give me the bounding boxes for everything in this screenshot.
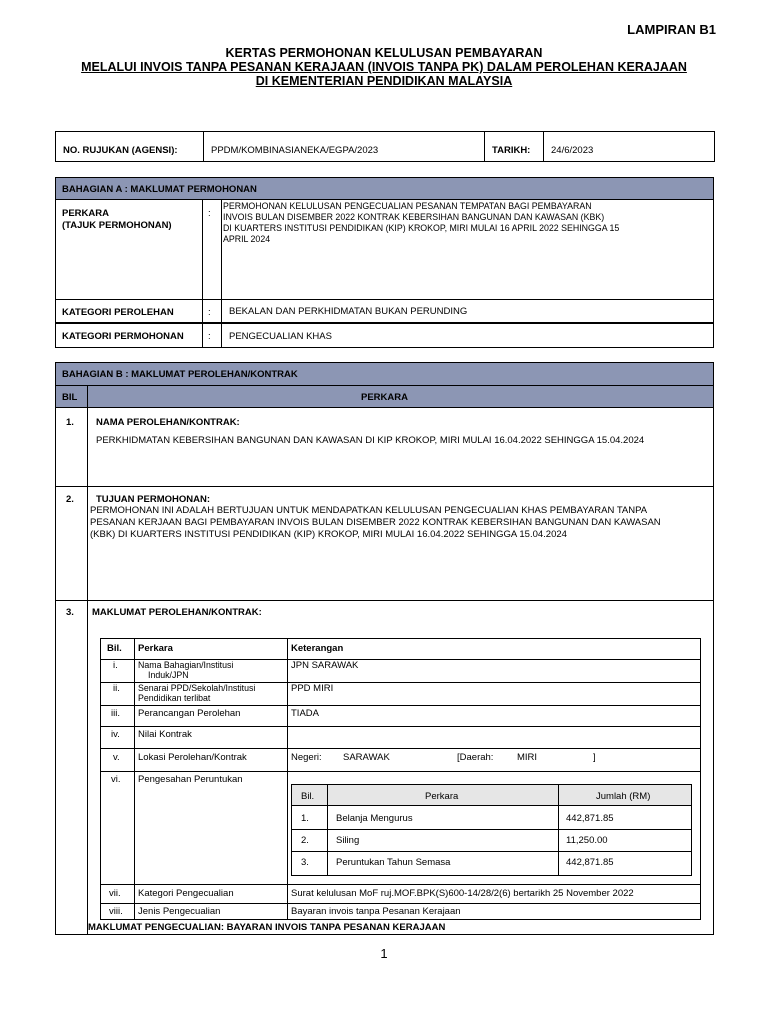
budget-row-1-number: 1. <box>301 813 309 824</box>
pengecualian-note: MAKLUMAT PENGECUALIAN: BAYARAN INVOIS TANPA PESANAN KERAJAAN <box>88 922 446 933</box>
item-2-number: 2. <box>66 494 74 505</box>
row-iv-perkara: Nilai Kontrak <box>138 729 192 740</box>
section-b-header <box>56 363 713 386</box>
row-v-perkara: Lokasi Perolehan/Kontrak <box>138 752 247 763</box>
date-value: 24/6/2023 <box>551 145 594 156</box>
date-label: TARIKH: <box>492 145 531 156</box>
row-ii-perkara: Senarai PPD/Sekolah/Institusi <box>138 683 256 693</box>
daerah-value: MIRI <box>517 752 538 763</box>
inner-header-perkara: Perkara <box>138 643 173 654</box>
perkara-text-line-3: DI KUARTERS INSTITUSI PENDIDIKAN (KIP) KROKOP, MIRI MULAI 16 APRIL 2022 SEHINGGA 15 <box>223 223 620 233</box>
row-vii-keterangan: Surat kelulusan MoF ruj.MOF.BPK(S)600-14/28/2(6) bertarikh 25 November 2022 <box>291 888 634 899</box>
budget-row-1-jumlah: 442,871.85 <box>566 813 614 824</box>
row-iii-number: iii. <box>111 708 120 719</box>
row-i-number: i. <box>113 660 118 671</box>
column-bil: BIL <box>62 392 78 403</box>
item-1-text: PERKHIDMATAN KEBERSIHAN BANGUNAN DAN KAWASAN DI KIP KROKOP, MIRI MULAI 16.04.2022 SEHINGGA 15.04.2024 <box>96 435 645 446</box>
budget-row-1-perkara: Belanja Mengurus <box>336 813 413 824</box>
section-a-header <box>55 177 714 200</box>
item-1-number: 1. <box>66 417 74 428</box>
budget-header-perkara: Perkara <box>425 791 459 802</box>
page-title-line-1: KERTAS PERMOHONAN KELULUSAN PEMBAYARAN <box>225 46 543 60</box>
section-b-column-header <box>56 386 713 408</box>
row-vi-number: vi. <box>111 774 121 785</box>
item-2-text-line-3: (KBK) DI KUARTERS INSTITUSI PENDIDIKAN (KIP) KROKOP, MIRI MULAI 16.04.2022 SEHINGGA 15.04.2024 <box>90 529 567 540</box>
section-a-perkara-row <box>55 199 714 300</box>
item-3-title: MAKLUMAT PEROLEHAN/KONTRAK: <box>92 607 262 618</box>
lampiran-label: LAMPIRAN B1 <box>627 22 716 37</box>
item-2-title: TUJUAN PERMOHONAN: <box>96 494 210 505</box>
row-iii-perkara: Perancangan Perolehan <box>138 708 241 719</box>
row-viii-number: viii. <box>109 906 123 917</box>
row-vii-number: vii. <box>109 888 121 899</box>
row-vii-perkara: Kategori Pengecualian <box>138 888 234 899</box>
negeri-value: SARAWAK <box>343 752 390 763</box>
column-perkara: PERKARA <box>361 392 408 403</box>
section-b-table <box>55 362 714 935</box>
row-i-perkara: Nama Bahagian/Institusi <box>138 660 234 670</box>
perkara-text-line-4: APRIL 2024 <box>223 234 271 244</box>
budget-header-bil: Bil. <box>301 791 315 802</box>
contract-details-table <box>100 638 701 920</box>
page-number: 1 <box>380 946 388 961</box>
kategori-perolehan-label: KATEGORI PEROLEHAN <box>62 307 174 318</box>
page-title-line-3: DI KEMENTERIAN PENDIDIKAN MALAYSIA <box>255 74 513 88</box>
row-ii-perkara-cont: Pendidikan terlibat <box>138 693 211 703</box>
kategori-permohonan-label: KATEGORI PERMOHONAN <box>62 331 184 342</box>
perkara-sublabel: (TAJUK PERMOHONAN) <box>62 220 172 231</box>
item-2-text-line-2: PESANAN KERJAAN BAGI PEMBAYARAN INVOIS BULAN DISEMBER 2022 KONTRAK KEBERSIHAN BANGUNAN DAN KAWASAN <box>90 517 661 528</box>
daerah-close: ] <box>593 752 596 763</box>
inner-header-keterangan: Keterangan <box>291 643 344 654</box>
budget-header-jumlah: Jumlah (RM) <box>596 791 651 802</box>
row-ii-number: ii. <box>113 683 120 694</box>
item-1-title: NAMA PEROLEHAN/KONTRAK: <box>96 417 240 428</box>
row-viii-perkara: Jenis Pengecualian <box>138 906 221 917</box>
budget-row-2-perkara: Siling <box>336 835 360 846</box>
kategori-perolehan-row <box>55 299 714 323</box>
row-v-number: v. <box>113 752 120 763</box>
budget-row-3-jumlah: 442,871.85 <box>566 857 614 868</box>
budget-row-2-jumlah: 11,250.00 <box>566 835 608 846</box>
row-iv-number: iv. <box>111 729 120 740</box>
kategori-permohonan-colon: : <box>208 331 211 342</box>
kategori-perolehan-value: BEKALAN DAN PERKHIDMATAN BUKAN PERUNDING <box>229 306 468 317</box>
kategori-permohonan-value: PENGECUALIAN KHAS <box>229 331 332 342</box>
negeri-label: Negeri: <box>291 752 322 763</box>
section-b-title: BAHAGIAN B : MAKLUMAT PEROLEHAN/KONTRAK <box>62 369 298 380</box>
row-i-perkara-cont: Induk/JPN <box>148 670 189 680</box>
inner-header-bil: Bil. <box>107 643 122 654</box>
perkara-label: PERKARA <box>62 208 109 219</box>
row-viii-keterangan: Bayaran invois tanpa Pesanan Kerajaan <box>291 906 461 917</box>
row-vi-perkara: Pengesahan Peruntukan <box>138 774 243 785</box>
budget-row-2-number: 2. <box>301 835 309 846</box>
section-a-title: BAHAGIAN A : MAKLUMAT PERMOHONAN <box>62 184 257 195</box>
item-3-number: 3. <box>66 607 74 618</box>
row-ii-keterangan: PPD MIRI <box>291 683 334 694</box>
budget-row-3-perkara: Peruntukan Tahun Semasa <box>336 857 451 868</box>
reference-value: PPDM/KOMBINASIANEKA/EGPA/2023 <box>211 145 379 156</box>
reference-row <box>55 131 715 162</box>
perkara-text-line-2: INVOIS BULAN DISEMBER 2022 KONTRAK KEBERSIHAN BANGUNAN DAN KAWASAN (KBK) <box>223 212 605 222</box>
daerah-label: [Daerah: <box>457 752 494 763</box>
page-title-line-2: MELALUI INVOIS TANPA PESANAN KERAJAAN (INVOIS TANPA PK) DALAM PEROLEHAN KERAJAAN <box>81 60 687 74</box>
kategori-permohonan-row <box>55 323 714 348</box>
item-2-text-line-1: PERMOHONAN INI ADALAH BERTUJUAN UNTUK MENDAPATKAN KELULUSAN PENGECUALIAN KHAS PEMBAYARAN TANPA <box>90 505 648 516</box>
row-i-keterangan: JPN SARAWAK <box>291 660 359 671</box>
budget-row-3-number: 3. <box>301 857 309 868</box>
budget-table <box>291 784 692 876</box>
row-iii-keterangan: TIADA <box>291 708 319 719</box>
perkara-text-line-1: PERMOHONAN KELULUSAN PENGECUALIAN PESANAN TEMPATAN BAGI PEMBAYARAN <box>223 201 592 211</box>
perkara-colon: : <box>208 208 211 219</box>
kategori-perolehan-colon: : <box>208 307 211 318</box>
reference-label: NO. RUJUKAN (AGENSI): <box>63 145 178 156</box>
